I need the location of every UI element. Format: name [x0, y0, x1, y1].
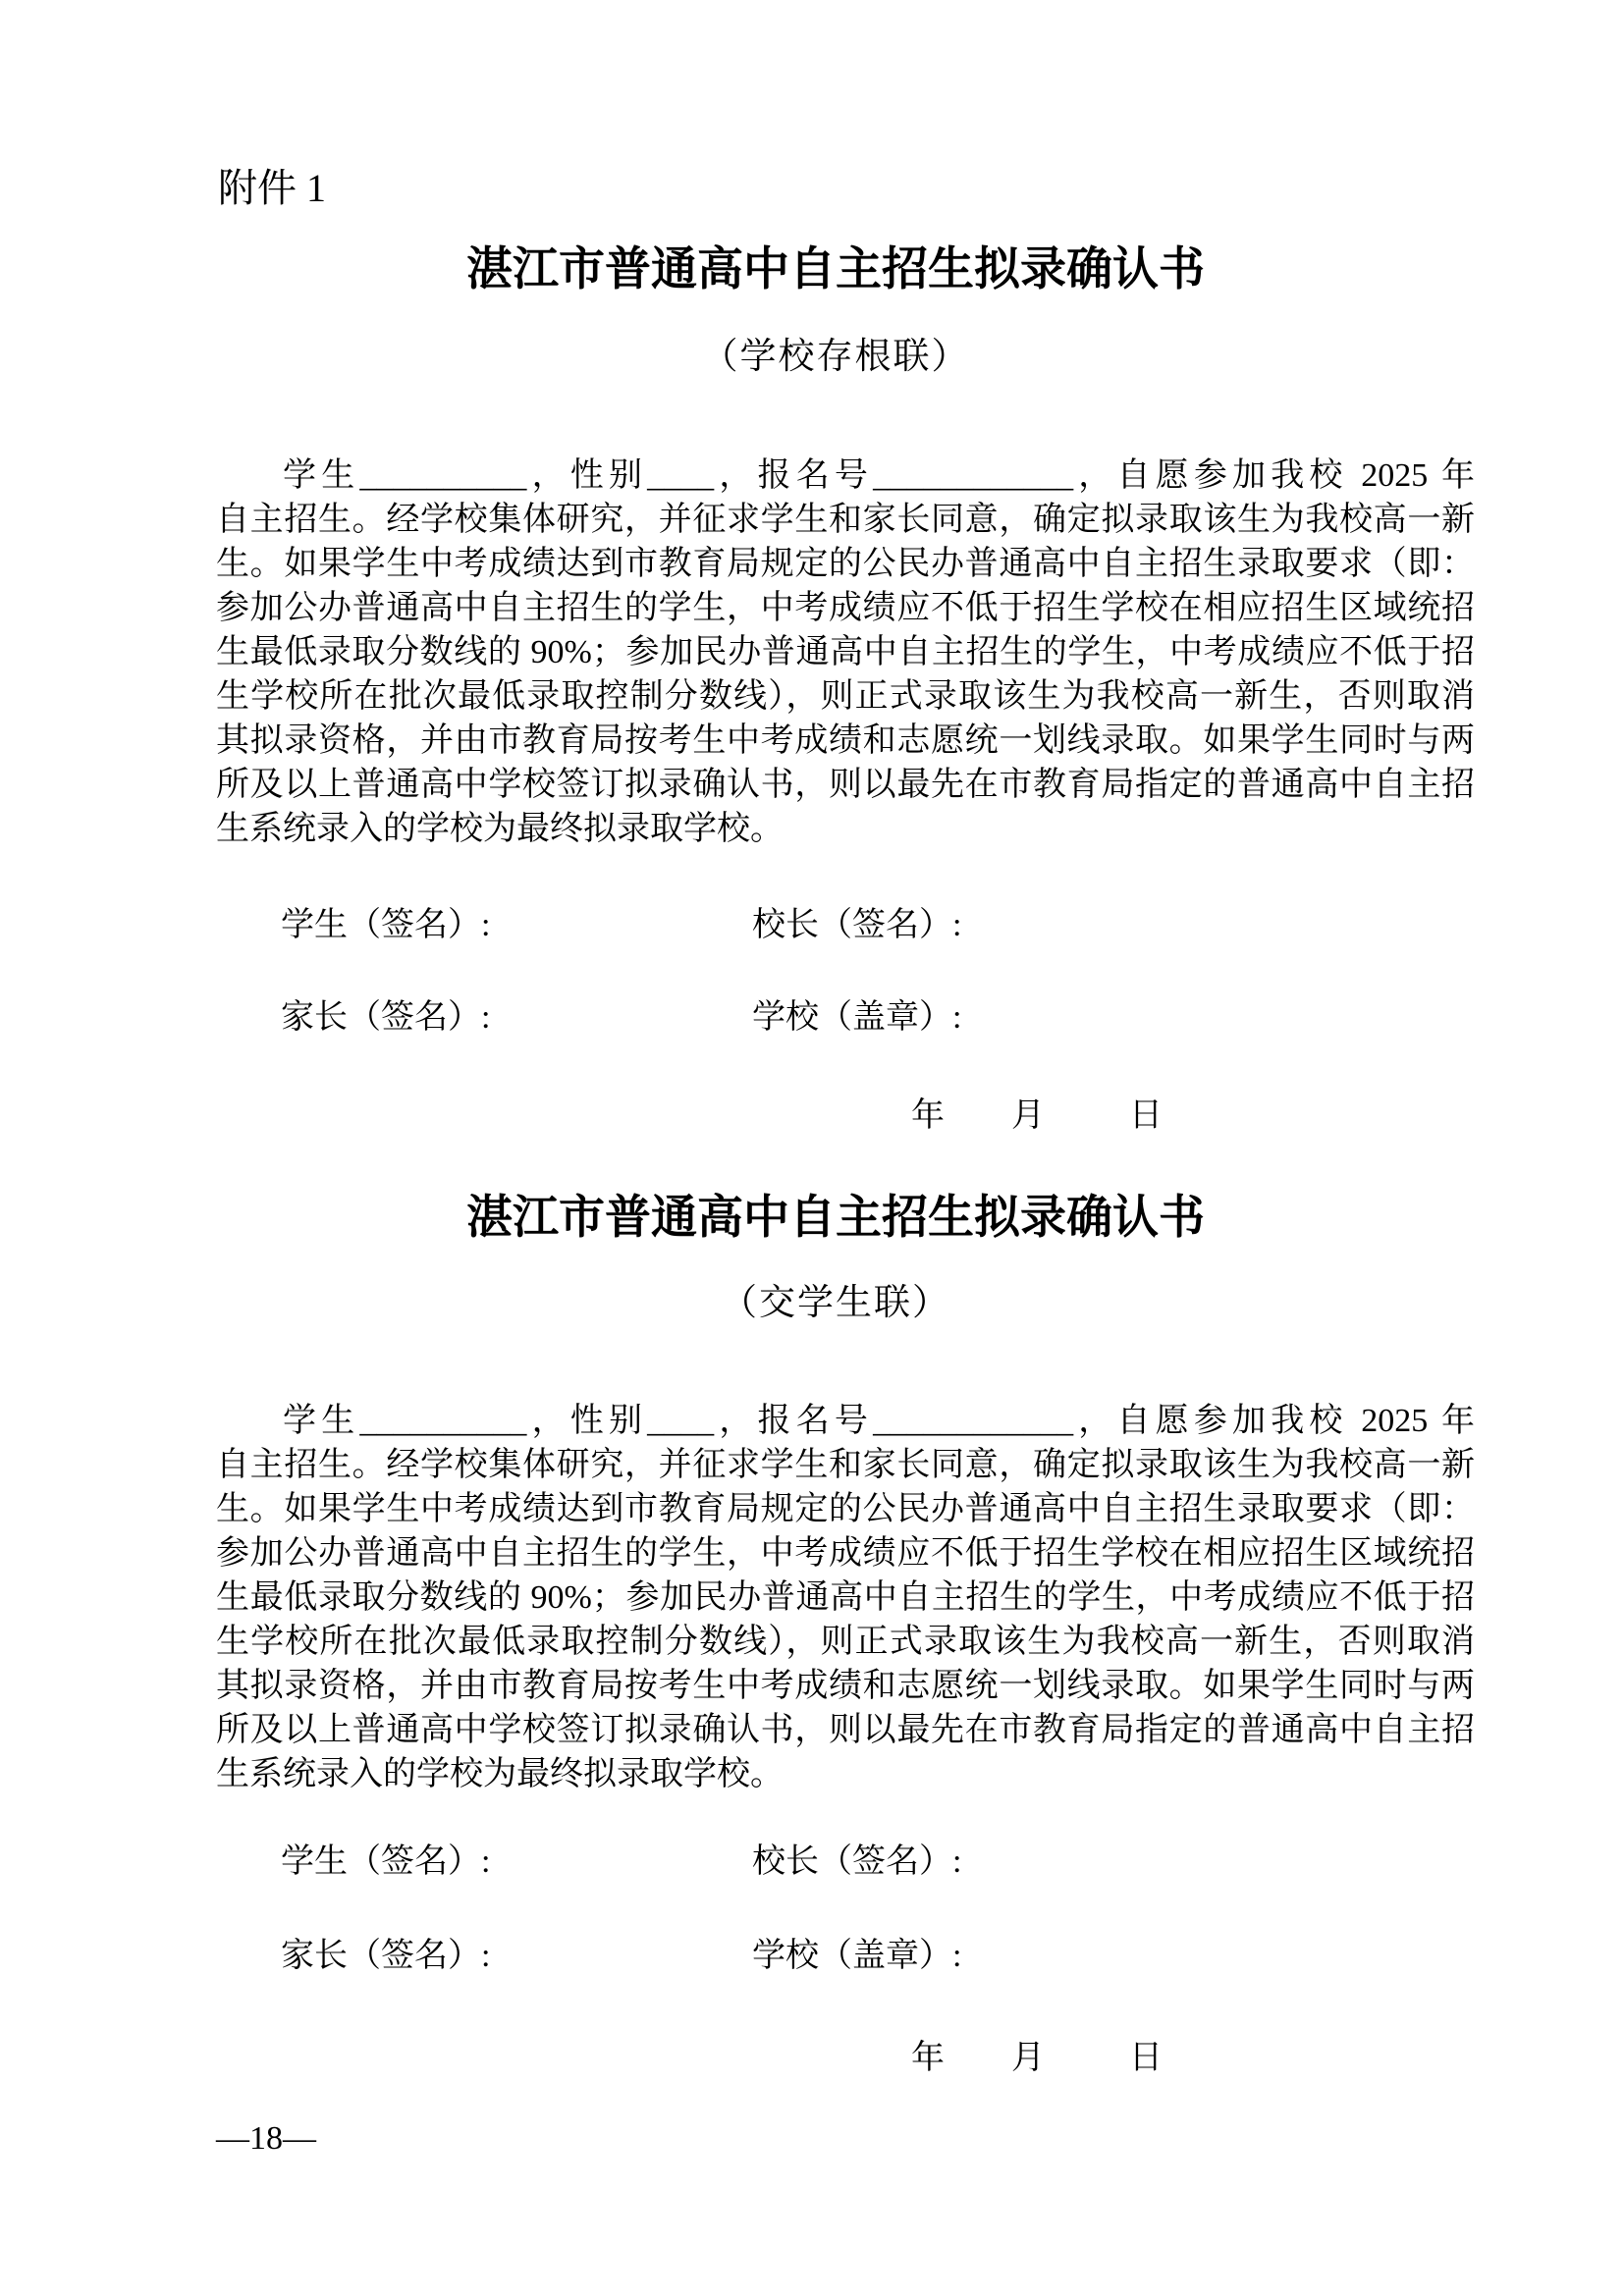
form1-date-month-label: 月: [1011, 1097, 1045, 1134]
form2-parent-signature-label: 家长（签名）:: [281, 1938, 491, 1974]
paragraph-line: 参加公办普通高中自主招生的学生，中考成绩应不低于招生学校在相应招生区域统招: [216, 1535, 1475, 1572]
form2-school-seal-label: 学校（盖章）:: [752, 1938, 962, 1974]
form2-date-month-label: 月: [1011, 2040, 1045, 2076]
paragraph-line: 学生__________，性别____，报名号____________，自愿参加我校 2025 年: [283, 1403, 1475, 1439]
form2-date-day-label: 日: [1129, 2040, 1163, 2076]
form1-paragraph: [216, 454, 1475, 851]
form1-title: 湛江市普通高中自主招生拟录确认书: [466, 244, 1205, 295]
paragraph-line: 生最低录取分数线的 90%；参加民办普通高中自主招生的学生，中考成绩应不低于招: [216, 634, 1475, 670]
paragraph-line: 其拟录资格，并由市教育局按考生中考成绩和志愿统一划线录取。如果学生同时与两: [216, 722, 1475, 759]
form2-paragraph: [216, 1399, 1475, 1796]
paragraph-line: 生学校所在批次最低录取控制分数线），则正式录取该生为我校高一新生，否则取消: [216, 1624, 1475, 1660]
paragraph-line: 生系统录入的学校为最终拟录取学校。: [216, 1756, 784, 1792]
paragraph-line: 生。如果学生中考成绩达到市教育局规定的公民办普通高中自主招生录取要求（即：: [216, 1491, 1475, 1527]
paragraph-line: 生最低录取分数线的 90%；参加民办普通高中自主招生的学生，中考成绩应不低于招: [216, 1579, 1475, 1616]
paragraph-line: 自主招生。经学校集体研究，并征求学生和家长同意，确定拟录取该生为我校高一新: [216, 502, 1475, 538]
paragraph-line: 生。如果学生中考成绩达到市教育局规定的公民办普通高中自主招生录取要求（即：: [216, 546, 1475, 582]
paragraph-line: 参加公办普通高中自主招生的学生，中考成绩应不低于招生学校在相应招生区域统招: [216, 590, 1475, 626]
paragraph-line: 所及以上普通高中学校签订拟录确认书，则以最先在市教育局指定的普通高中自主招: [216, 1712, 1475, 1748]
form2-title: 湛江市普通高中自主招生拟录确认书: [466, 1193, 1205, 1244]
form1-date-year-label: 年: [911, 1097, 945, 1134]
attachment-label: 附件 1: [218, 166, 326, 210]
form1-school-seal-label: 学校（盖章）:: [752, 999, 962, 1036]
form1-copy-label: （学校存根联）: [701, 337, 970, 377]
form2-date-year-label: 年: [911, 2040, 945, 2076]
form2-principal-signature-label: 校长（签名）:: [752, 1843, 962, 1880]
page-number: —18—: [216, 2120, 316, 2157]
form1-principal-signature-label: 校长（签名）:: [752, 907, 962, 943]
paragraph-line: 所及以上普通高中学校签订拟录确认书，则以最先在市教育局指定的普通高中自主招: [216, 767, 1475, 803]
paragraph-line: 自主招生。经学校集体研究，并征求学生和家长同意，确定拟录取该生为我校高一新: [216, 1447, 1475, 1483]
form2-student-signature-label: 学生（签名）:: [281, 1843, 491, 1880]
paragraph-line: 学生__________，性别____，报名号____________，自愿参加我校 2025 年: [283, 457, 1475, 494]
form1-date-day-label: 日: [1129, 1097, 1163, 1134]
form2-copy-label: （交学生联）: [721, 1283, 950, 1323]
paragraph-line: 生学校所在批次最低录取控制分数线），则正式录取该生为我校高一新生，否则取消: [216, 678, 1475, 715]
form1-parent-signature-label: 家长（签名）:: [281, 999, 491, 1036]
form1-student-signature-label: 学生（签名）:: [281, 907, 491, 943]
paragraph-line: 生系统录入的学校为最终拟录取学校。: [216, 811, 784, 847]
paragraph-line: 其拟录资格，并由市教育局按考生中考成绩和志愿统一划线录取。如果学生同时与两: [216, 1668, 1475, 1704]
